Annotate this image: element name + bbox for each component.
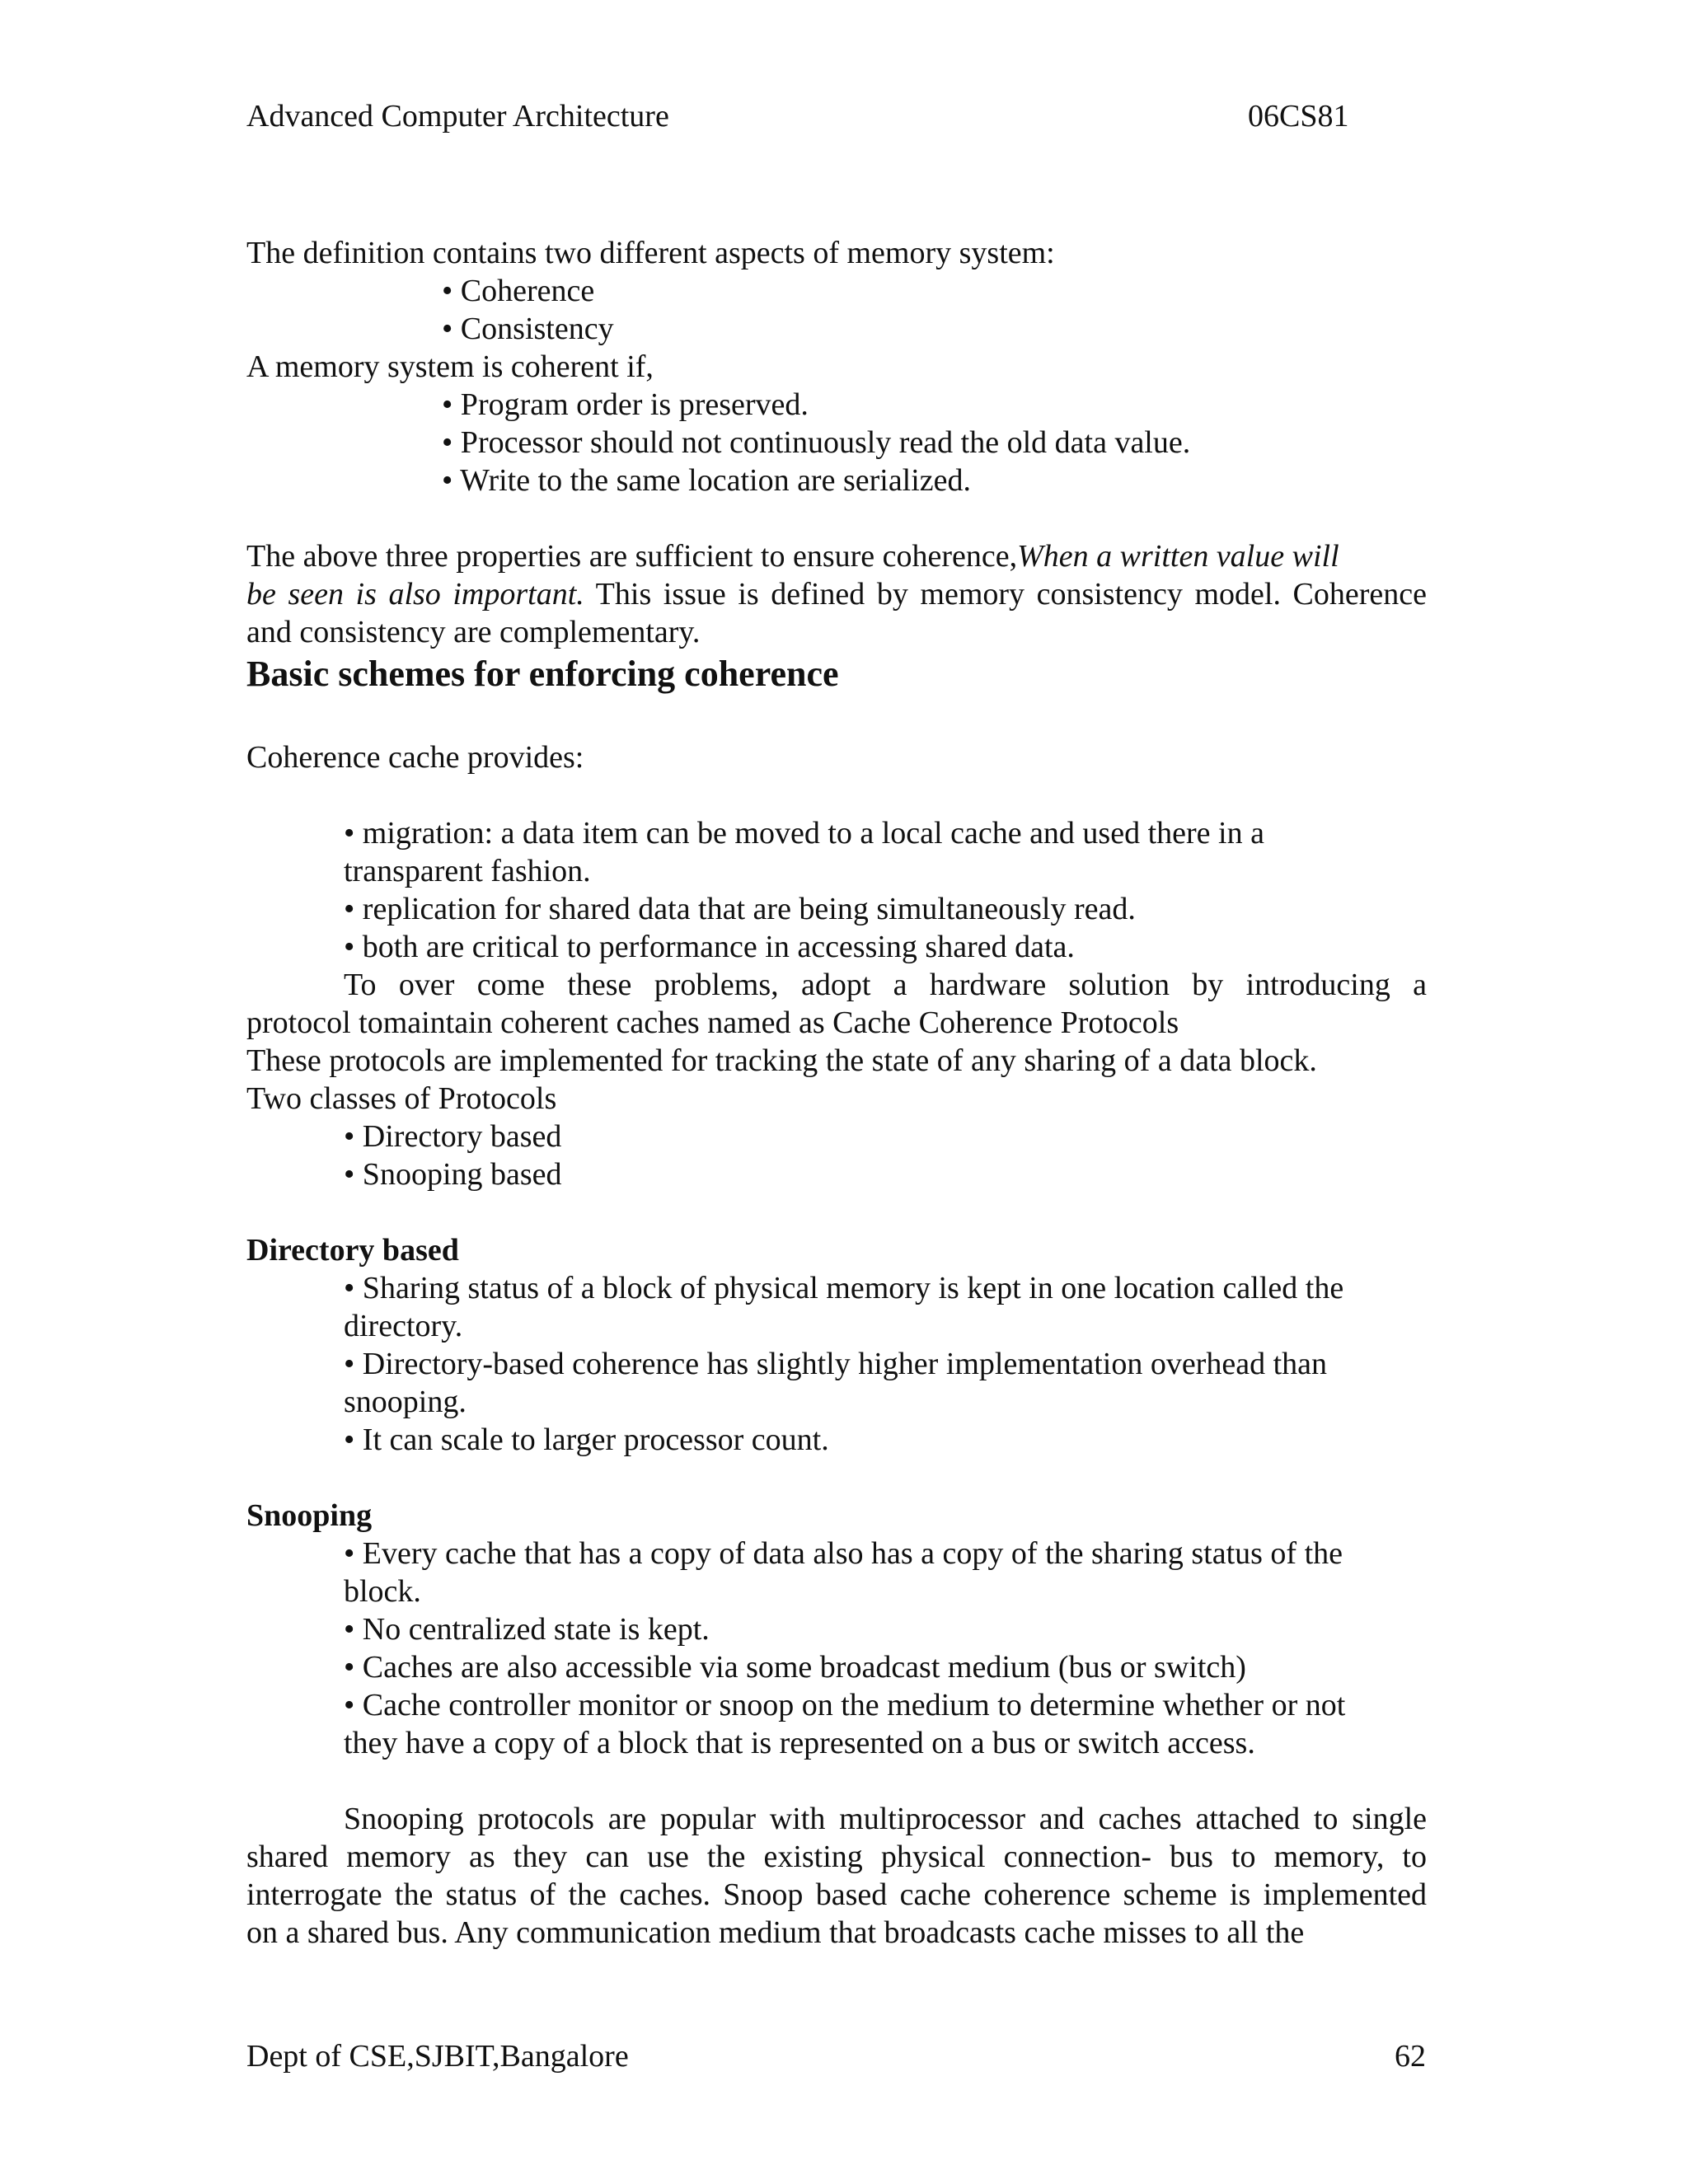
- para1-line1-normal: The above three properties are sufficient to ensure coherence,: [246, 539, 1018, 574]
- aspect-item: • Coherence: [442, 274, 595, 308]
- property-item: • Processor should not continuously read the old data value.: [442, 425, 1191, 460]
- provides-bullet: • migration: a data item can be moved to a local cache and used there in a: [344, 816, 1264, 851]
- provides-bullet: • replication for shared data that are being simultaneously read.: [344, 892, 1136, 926]
- header-title: Advanced Computer Architecture: [246, 99, 669, 134]
- snooping-para-line: on a shared bus. Any communication medium that broadcasts cache misses to all the: [246, 1915, 1305, 1950]
- snooping-line: block.: [344, 1574, 421, 1609]
- para1-line3: and consistency are complementary.: [246, 615, 701, 649]
- coherence-provides: Coherence cache provides:: [246, 740, 584, 775]
- para1-line1: [246, 537, 1339, 575]
- snooping-heading: Snooping: [246, 1498, 373, 1533]
- snooping-line: • Every cache that has a copy of data also has a copy of the sharing status of the: [344, 1536, 1343, 1571]
- provides-bullet: • both are critical to performance in accessing shared data.: [344, 930, 1075, 964]
- property-item: • Program order is preserved.: [442, 387, 809, 422]
- directory-line: snooping.: [344, 1385, 467, 1419]
- two-classes-line: Two classes of Protocols: [246, 1081, 557, 1116]
- header-course-code: 06CS81: [1248, 99, 1349, 134]
- property-item: • Write to the same location are serialized.: [442, 463, 972, 498]
- para1-line1-italic: When a written value will: [1017, 539, 1339, 574]
- snooping-para-line: Snooping protocols are popular with multiprocessor and caches attached to single: [344, 1802, 1427, 1836]
- snooping-line: they have a copy of a block that is represented on a bus or switch access.: [344, 1726, 1255, 1760]
- provides-bullet-continuation: transparent fashion.: [344, 854, 591, 888]
- snooping-para-line: interrogate the status of the caches. Snoop based cache coherence scheme is implemented: [246, 1877, 1427, 1912]
- footer-dept: Dept of CSE,SJBIT,Bangalore: [246, 2039, 629, 2074]
- para1-line2-normal: This issue is defined by memory consistency model. Coherence: [584, 577, 1427, 612]
- directory-line: • Sharing status of a block of physical memory is kept in one location called the: [344, 1271, 1344, 1305]
- section-heading: Basic schemes for enforcing coherence: [246, 654, 839, 694]
- tracking-line: These protocols are implemented for tracking the state of any sharing of a data block.: [246, 1043, 1317, 1078]
- snooping-line: • Caches are also accessible via some broadcast medium (bus or switch): [344, 1650, 1246, 1685]
- para1-line2: [246, 575, 1427, 613]
- para1-line2-italic: be seen is also important.: [246, 577, 584, 612]
- class-item: • Snooping based: [344, 1157, 562, 1192]
- snooping-para-line: shared memory as they can use the existing physical connection- bus to memory, to: [246, 1840, 1427, 1874]
- class-item: • Directory based: [344, 1119, 562, 1154]
- directory-line: directory.: [344, 1309, 463, 1343]
- snooping-line: • No centralized state is kept.: [344, 1612, 710, 1647]
- aspect-item: • Consistency: [442, 312, 614, 346]
- directory-heading: Directory based: [246, 1233, 459, 1268]
- overcome-line1: To over come these problems, adopt a hardware solution by introducing a: [344, 968, 1427, 1002]
- page-number: 62: [1395, 2039, 1426, 2074]
- coherent-if-line: A memory system is coherent if,: [246, 349, 654, 384]
- directory-line: • It can scale to larger processor count.: [344, 1422, 829, 1457]
- intro-line: The definition contains two different aspects of memory system:: [246, 236, 1055, 270]
- overcome-line2: protocol tomaintain coherent caches named as Cache Coherence Protocols: [246, 1005, 1179, 1040]
- directory-line: • Directory-based coherence has slightly higher implementation overhead than: [344, 1347, 1327, 1381]
- snooping-line: • Cache controller monitor or snoop on the medium to determine whether or not: [344, 1688, 1346, 1722]
